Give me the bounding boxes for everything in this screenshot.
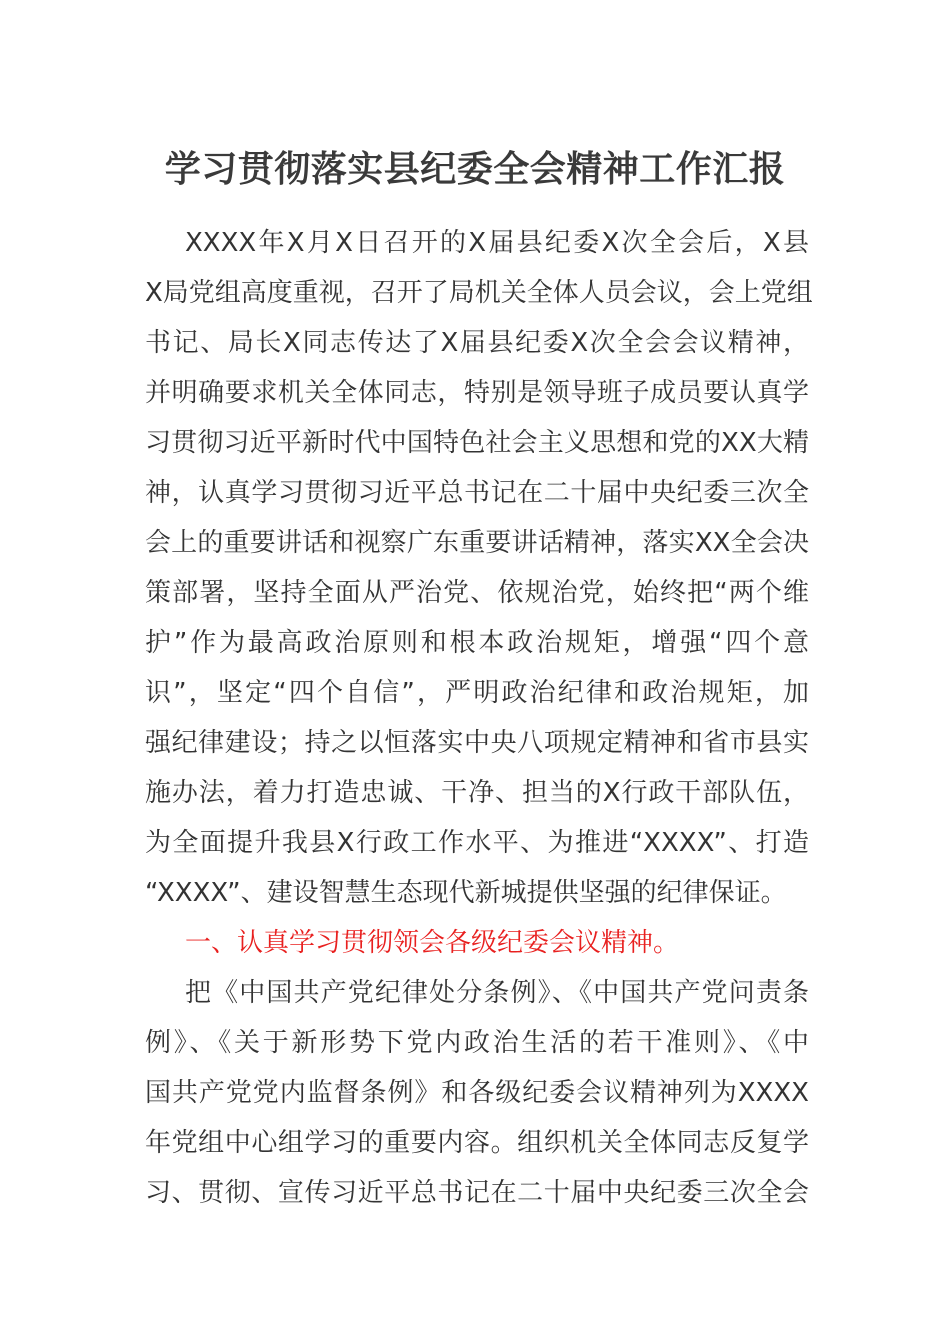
- paragraph-line: XXXX年X月X日召开的X届县纪委X次全会后，X县: [185, 228, 809, 258]
- paragraph-line: 习、贯彻、宣传习近平总书记在二十届中央纪委三次全会: [145, 1178, 809, 1208]
- paragraph-line: “XXXX”、建设智慧生态现代新城提供坚强的纪律保证。: [145, 878, 787, 908]
- paragraph-line: 识”，坚定“四个自信”，严明政治纪律和政治规矩，加: [145, 678, 809, 708]
- paragraph-line: 策部署，坚持全面从严治党、依规治党，始终把“两个维: [145, 578, 809, 608]
- paragraph-line: 神，认真学习贯彻习近平总书记在二十届中央纪委三次全: [145, 478, 809, 508]
- paragraph-line: 书记、局长X同志传达了X届县纪委X次全会会议精神，: [145, 328, 809, 358]
- section-heading-1: 一、认真学习贯彻领会各级纪委会议精神。: [185, 928, 680, 958]
- paragraph-line: 护”作为最高政治原则和根本政治规矩，增强“四个意: [145, 628, 809, 658]
- paragraph-line: 年党组中心组学习的重要内容。组织机关全体同志反复学: [145, 1128, 809, 1158]
- paragraph-line: 习贯彻习近平新时代中国特色社会主义思想和党的XX大精: [145, 428, 809, 458]
- paragraph-line: 强纪律建设；持之以恒落实中央八项规定精神和省市县实: [145, 728, 809, 758]
- paragraph-line: 把《中国共产党纪律处分条例》、《中国共产党问责条: [185, 978, 809, 1008]
- document-body: [145, 218, 813, 1218]
- paragraph-line: X局党组高度重视，召开了局机关全体人员会议，会上党组: [145, 278, 813, 308]
- paragraph-line: 并明确要求机关全体同志，特别是领导班子成员要认真学: [145, 378, 809, 408]
- document-title: 学习贯彻落实县纪委全会精神工作汇报: [164, 149, 786, 190]
- paragraph-line: 国共产党党内监督条例》和各级纪委会议精神列为XXXX: [145, 1078, 809, 1108]
- paragraph-line: 为全面提升我县X行政工作水平、为推进“XXXX”、打造: [145, 828, 809, 858]
- paragraph-line: 施办法，着力打造忠诚、干净、担当的X行政干部队伍，: [145, 778, 809, 808]
- paragraph-2: [145, 968, 809, 1218]
- paragraph-1: [145, 218, 813, 918]
- paragraph-line: 会上的重要讲话和视察广东重要讲话精神，落实XX全会决: [145, 528, 809, 558]
- paragraph-line: 例》、《关于新形势下党内政治生活的若干准则》、《中: [145, 1028, 809, 1058]
